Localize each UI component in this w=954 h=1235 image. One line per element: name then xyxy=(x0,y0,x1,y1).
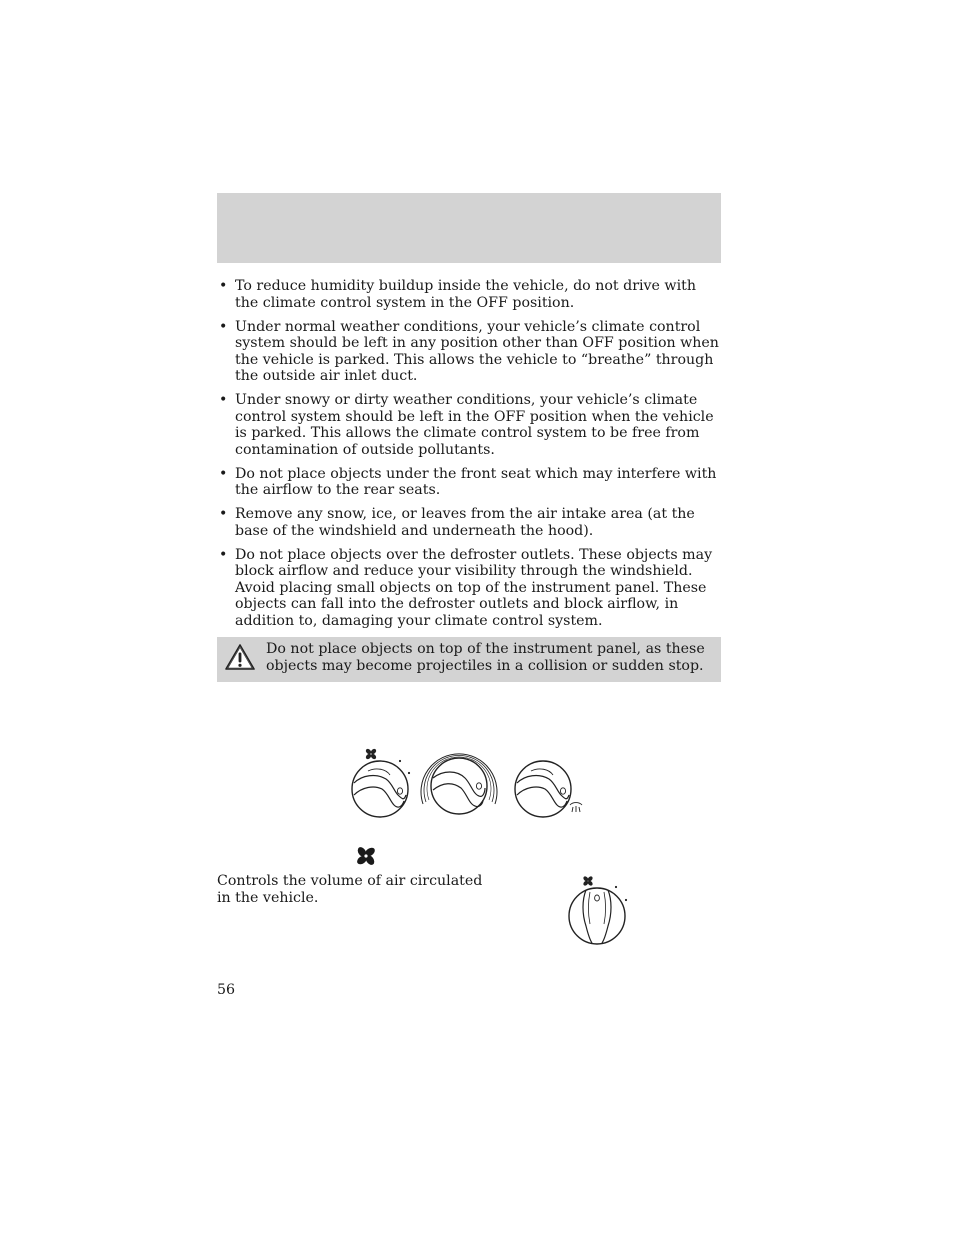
warning-text: Do not place objects on top of the instrument panel, as these objects may become projectiles in a collision or sudden stop. xyxy=(266,641,705,674)
list-item-text: Under normal weather conditions, your vehicle’s climate control system should be left in any position other than OFF position when the vehicle is parked. This allows the vehicle to “breathe” through the outside air inlet duct. xyxy=(235,318,719,384)
warning-triangle-icon xyxy=(224,643,256,671)
list-item xyxy=(217,466,721,499)
list-item xyxy=(217,506,721,539)
bullet-symbol: • xyxy=(219,392,228,408)
list-item xyxy=(217,547,721,630)
list-item xyxy=(217,392,721,458)
bullet-symbol: • xyxy=(219,278,228,294)
list-item-text: To reduce humidity buildup inside the vehicle, do not drive with the climate control system in the OFF position. xyxy=(235,278,696,311)
bullet-symbol: • xyxy=(219,506,228,522)
bullet-symbol: • xyxy=(219,465,228,482)
fan-speed-knob xyxy=(352,761,408,817)
fan-speed-knob xyxy=(562,872,634,948)
climate-tips-list xyxy=(217,278,721,637)
defrost-icon xyxy=(570,803,582,812)
section-header-band xyxy=(217,193,721,263)
mode-selector-knob xyxy=(515,761,571,817)
fan-icon xyxy=(355,845,377,867)
list-item-text: Do not place objects over the defroster outlets. These objects may block airflow and reduce your visibility through the windshield. Avoid placing small objects on top of the instrument panel. These objects can fall into the defroster outlets and block airflow, in addition to, damaging your climate control system. xyxy=(235,546,713,629)
list-item xyxy=(217,278,721,311)
fan-description: Controls the volume of air circulated in the vehicle. xyxy=(217,873,483,906)
climate-knobs-illustration xyxy=(345,744,595,822)
fan-icon xyxy=(582,875,593,886)
page-number: 56 xyxy=(217,982,236,998)
list-item-text: Do not place objects under the front seat which may interfere with the airflow to the rear seats. xyxy=(235,465,717,498)
bullet-symbol: • xyxy=(219,318,228,335)
temperature-knob xyxy=(421,754,497,814)
list-item xyxy=(217,319,721,385)
bullet-symbol: • xyxy=(219,546,228,563)
list-item-text: Remove any snow, ice, or leaves from the air intake area (at the base of the windshield and underneath the hood). xyxy=(235,506,695,539)
warning-box xyxy=(217,637,721,682)
list-item-text: Under snowy or dirty weather conditions, your vehicle’s climate control system should be left in the OFF position when the vehicle is parked. This allows the climate control system to be free from contamination of outside pollutants. xyxy=(235,392,714,458)
fan-icon xyxy=(365,748,377,760)
